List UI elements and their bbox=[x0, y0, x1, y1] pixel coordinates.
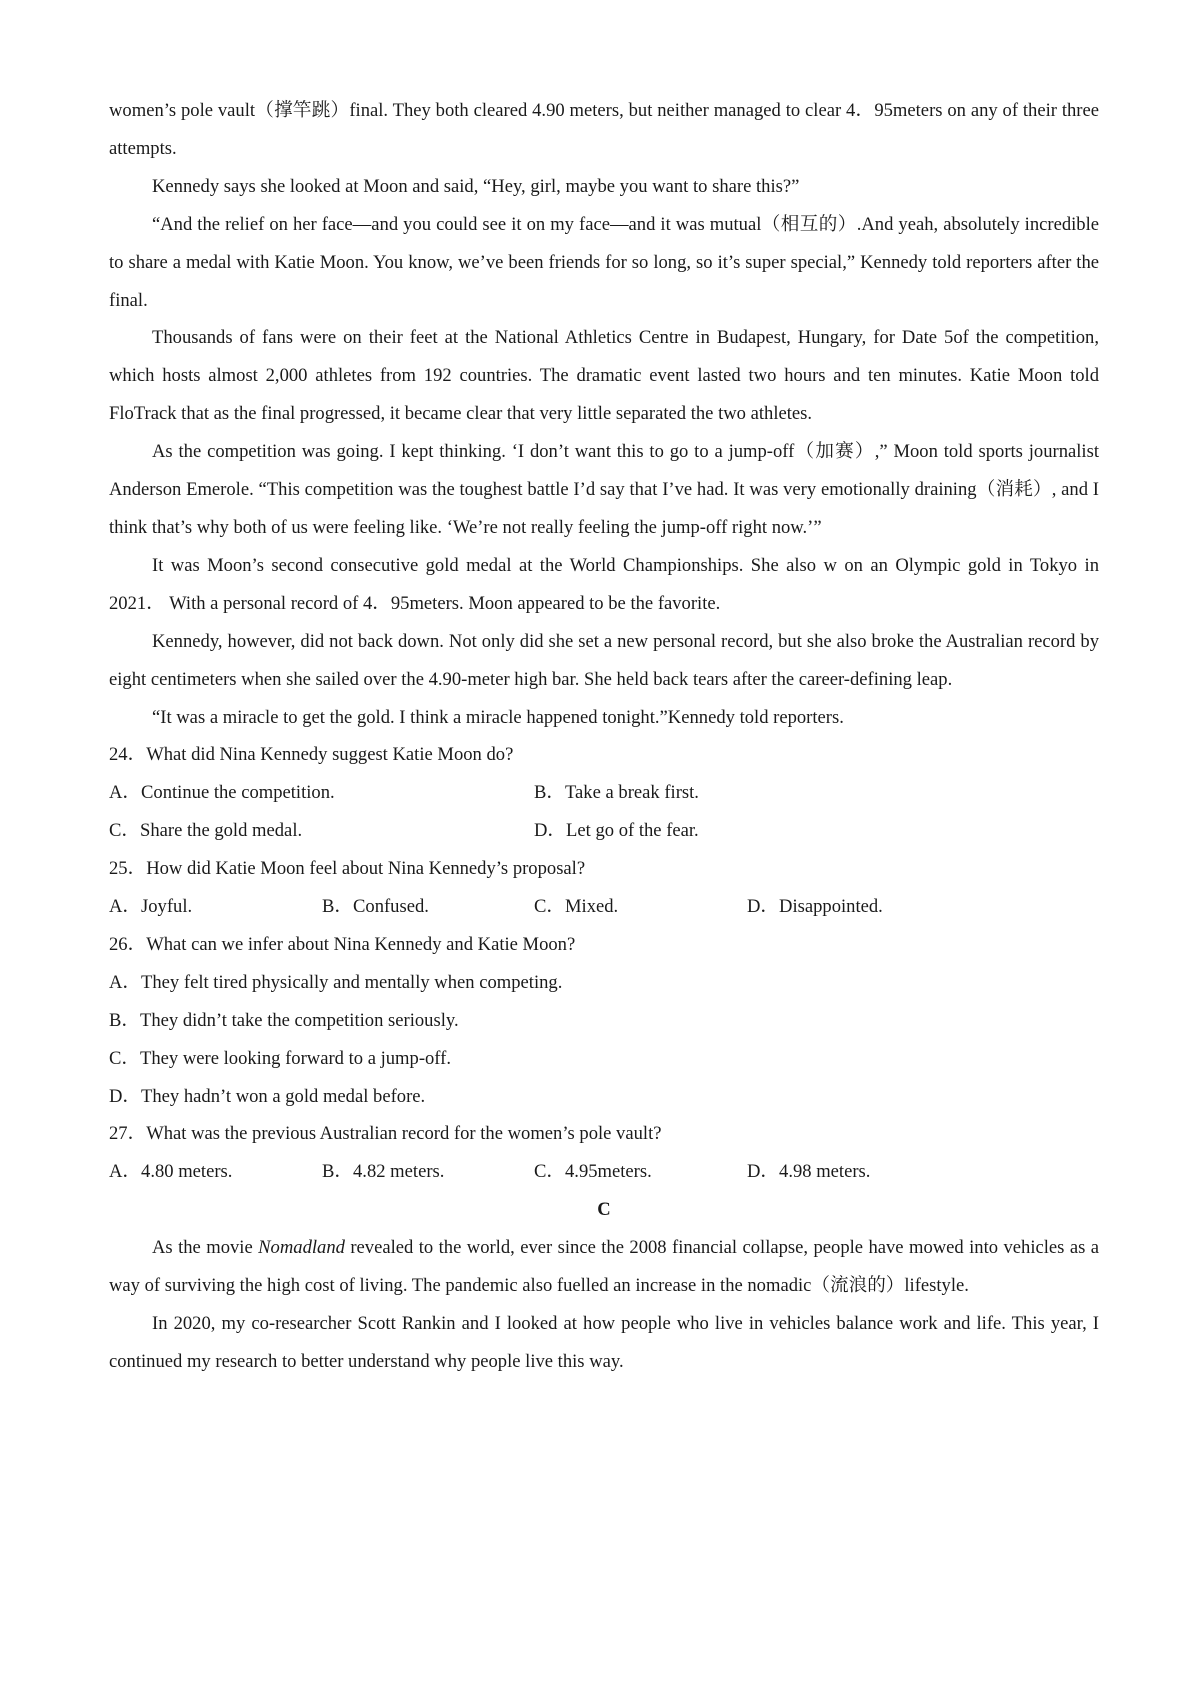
text-fragment: revealed to the world, ever since the 2008 financial collapse, people have mowed into vehicles as a way of surviving the high cost of living. The pandemic also fuelled an increase in the nomadic（流浪的）lifestyle. bbox=[109, 1237, 1100, 1297]
q26-option-b: B．They didn’t take the competition seriously. bbox=[109, 1009, 459, 1031]
q25-option-a: A．Joyful. bbox=[109, 896, 193, 917]
q26-option-a: A．They felt tired physically and mentally when competing. bbox=[109, 971, 563, 993]
q24-option-a: A．Continue the competition. bbox=[109, 782, 335, 804]
question-24-options-row-1 bbox=[109, 774, 1099, 812]
q27-option-b: B．4.82 meters. bbox=[322, 1161, 445, 1183]
exam-page bbox=[109, 92, 1099, 1381]
question-26-stem: 26．What can we infer about Nina Kennedy and Katie Moon? bbox=[109, 933, 576, 955]
question-24-options-row-2 bbox=[109, 812, 1099, 850]
passage-paragraph: “And the relief on her face—and you could see it on my face—and it was mutual（相互的）.And yeah, absolutely incredible to share a medal with Katie Moon. You know, we’ve been friends for so long, so it’s super special,” Kennedy told reporters after the final. bbox=[109, 213, 1099, 311]
q24-option-d: D．Let go of the fear. bbox=[534, 820, 699, 842]
q25-option-b: B．Confused. bbox=[322, 896, 429, 917]
question-27-options bbox=[109, 1153, 1099, 1191]
q26-option-d: D．They hadn’t won a gold medal before. bbox=[109, 1085, 426, 1107]
q27-option-c: C．4.95meters. bbox=[534, 1161, 652, 1183]
passage-paragraph: Kennedy, however, did not back down. Not only did she set a new personal record, but she also broke the Australian record by eight centimeters when she sailed over the 4.90-meter high bar. She held back tears after the career-defining leap. bbox=[109, 630, 1099, 690]
q24-option-c: C．Share the gold medal. bbox=[109, 820, 303, 842]
q27-option-d: D．4.98 meters. bbox=[747, 1161, 871, 1183]
q27-option-a: A．4.80 meters. bbox=[109, 1161, 233, 1183]
q25-option-d: D．Disappointed. bbox=[747, 896, 883, 917]
question-27-stem: 27．What was the previous Australian record for the women’s pole vault? bbox=[109, 1123, 662, 1145]
q24-option-b: B．Take a break first. bbox=[534, 782, 699, 804]
passage-paragraph: Kennedy says she looked at Moon and said, “Hey, girl, maybe you want to share this?” bbox=[152, 175, 800, 197]
passage-paragraph: women’s pole vault（撑竿跳）final. They both cleared 4.90 meters, but neither managed to clear 4．95meters on any of their three attempts. bbox=[109, 100, 1099, 159]
passage-paragraph: “It was a miracle to get the gold. I think a miracle happened tonight.”Kennedy told reporters. bbox=[152, 706, 844, 728]
question-25-stem: 25．How did Katie Moon feel about Nina Kennedy’s proposal? bbox=[109, 858, 586, 880]
passage-paragraph: In 2020, my co-researcher Scott Rankin and I looked at how people who live in vehicles balance work and life. This year, I continued my research to better understand why people live this way. bbox=[109, 1312, 1099, 1372]
q26-option-c: C．They were looking forward to a jump-off. bbox=[109, 1047, 452, 1069]
passage-paragraph: As the competition was going. I kept thinking. ‘I don’t want this to go to a jump-off（加赛）,” Moon told sports journalist Anderson Emerole. “This competition was the toughest battle I’d say that I’ve had. It was very emotionally draining（消耗）, and I think that’s why both of us were feeling like. ‘We’re not really feeling the jump-off right now.’” bbox=[109, 441, 1099, 538]
q25-option-c: C．Mixed. bbox=[534, 896, 619, 917]
question-25-options bbox=[109, 888, 1099, 926]
question-24-stem: 24．What did Nina Kennedy suggest Katie Moon do? bbox=[109, 744, 514, 766]
movie-title: Nomadland bbox=[258, 1237, 345, 1259]
passage-paragraph: It was Moon’s second consecutive gold medal at the World Championships. She also w on an Olympic gold in Tokyo in 2021． With a personal record of 4．95meters. Moon appeared to be the favorite. bbox=[109, 554, 1099, 614]
passage-paragraph: Thousands of fans were on their feet at the National Athletics Centre in Budapest, Hungary, for Date 5of the competition, which hosts almost 2,000 athletes from 192 countries. The dramatic event lasted two hours and ten minutes. Katie Moon told FloTrack that as the final progressed, it became clear that very little separated the two athletes. bbox=[109, 327, 1099, 425]
text-fragment: As the movie bbox=[152, 1237, 259, 1259]
passage-paragraph bbox=[109, 1229, 1099, 1305]
section-heading: C bbox=[597, 1199, 611, 1221]
